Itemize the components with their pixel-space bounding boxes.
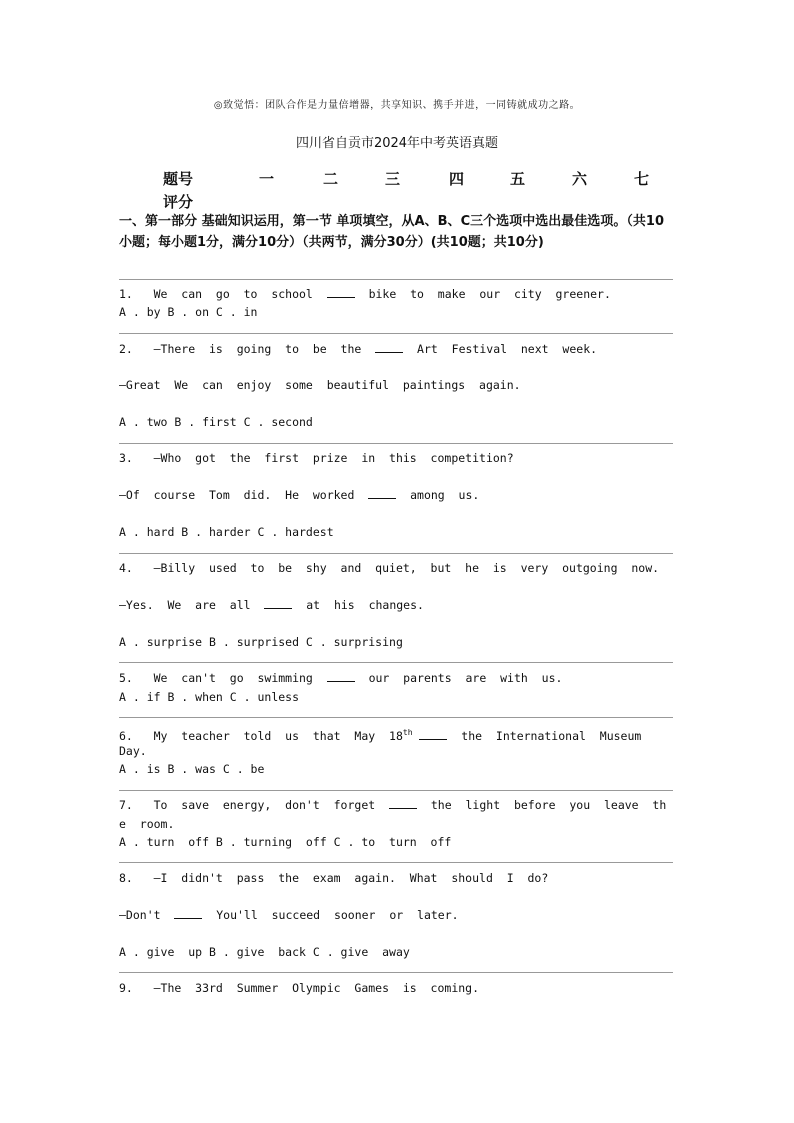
question-5-options: A . if B . when C . unless	[119, 690, 300, 704]
divider	[119, 333, 673, 334]
answer-blank	[389, 798, 417, 809]
stem-text: —Yes. We are all	[119, 598, 265, 612]
question-8-options: A . give up B . give back C . give away	[119, 945, 410, 959]
question-4-reply	[119, 596, 679, 614]
stem-text: at his changes.	[292, 598, 424, 612]
question-9-stem: 9. —The 33rd Summer Olympic Games is coming.	[119, 981, 480, 995]
stem-text: Art Festival next week.	[403, 342, 598, 356]
divider	[119, 717, 673, 718]
answer-blank	[327, 287, 355, 298]
score-col-6: 六	[572, 170, 588, 188]
document-title: 四川省自贡市2024年中考英语真题	[295, 136, 499, 151]
stem-text	[413, 729, 420, 743]
score-table-label-score: 评分	[163, 193, 194, 211]
question-2-stem	[119, 340, 679, 358]
question-8-reply	[119, 906, 679, 924]
question-5-stem	[119, 669, 679, 687]
question-2-options: A . two B . first C . second	[119, 415, 313, 429]
stem-text: 5. We can't go swimming	[119, 671, 327, 685]
divider	[119, 553, 673, 554]
stem-text: 7. To save energy, don't forget	[119, 798, 390, 812]
question-7-continuation: e room.	[119, 817, 175, 831]
answer-blank	[174, 908, 202, 919]
divider	[119, 862, 673, 863]
answer-blank	[264, 598, 292, 609]
stem-text: the International Museum	[447, 728, 642, 743]
question-3-reply	[119, 486, 679, 504]
stem-text: among us.	[396, 488, 480, 502]
divider	[119, 662, 673, 663]
question-6-options: A . is B . was C . be	[119, 762, 265, 776]
divider	[119, 790, 673, 791]
ordinal-suffix: th	[402, 728, 413, 737]
question-4-options: A . surprise B . surprised C . surprising	[119, 635, 403, 649]
stem-text: 1. We can go to school	[119, 287, 327, 301]
divider	[119, 279, 673, 280]
question-3-stem: 3. —Who got the first prize in this competition?	[119, 451, 514, 465]
score-col-3: 三	[385, 170, 401, 188]
question-3-options: A . hard B . harder C . hardest	[119, 525, 334, 539]
score-table-header	[163, 168, 663, 190]
answer-blank	[419, 729, 447, 740]
question-1-stem	[119, 285, 679, 303]
question-4-stem: 4. —Billy used to be shy and quiet, but he is very outgoing now.	[119, 561, 660, 575]
answer-blank	[327, 671, 355, 682]
stem-text: 6. My teacher told us that May 18	[119, 728, 403, 743]
score-col-4: 四	[449, 170, 465, 188]
question-6-continuation: Day.	[119, 744, 147, 758]
question-8-stem: 8. —I didn't pass the exam again. What should I do?	[119, 871, 549, 885]
score-col-5: 五	[510, 170, 526, 188]
motto-text: ◎致觉悟：团队合作是力量倍增器，共享知识、携手并进，一同铸就成功之路。	[213, 100, 581, 111]
question-7-stem	[119, 796, 679, 814]
section-heading: 一、第一部分 基础知识运用，第一节 单项填空，从A、B、C三个选项中选出最佳选项。（共10小题；每小题1分，满分10分）（共两节，满分30分）(共10题；共10分)	[119, 214, 664, 250]
score-table-label-question-number: 题号	[163, 170, 194, 188]
stem-text: the light before you leave th	[417, 798, 667, 812]
answer-blank	[375, 342, 403, 353]
stem-text: —Don't	[119, 908, 175, 922]
stem-text: —Of course Tom did. He worked	[119, 488, 369, 502]
score-col-1: 一	[259, 170, 275, 188]
question-7-options: A . turn off B . turning off C . to turn off	[119, 835, 452, 849]
question-1-options: A . by B . on C . in	[119, 305, 258, 319]
stem-text: 2. —There is going to be the	[119, 342, 376, 356]
divider	[119, 443, 673, 444]
score-col-7: 七	[634, 170, 650, 188]
stem-text: bike to make our city greener.	[354, 287, 611, 301]
stem-text: You'll succeed sooner or later.	[202, 908, 459, 922]
answer-blank	[368, 488, 396, 499]
stem-text: our parents are with us.	[354, 671, 563, 685]
score-col-2: 二	[323, 170, 339, 188]
divider	[119, 972, 673, 973]
question-2-reply: —Great We can enjoy some beautiful paintings again.	[119, 378, 521, 392]
